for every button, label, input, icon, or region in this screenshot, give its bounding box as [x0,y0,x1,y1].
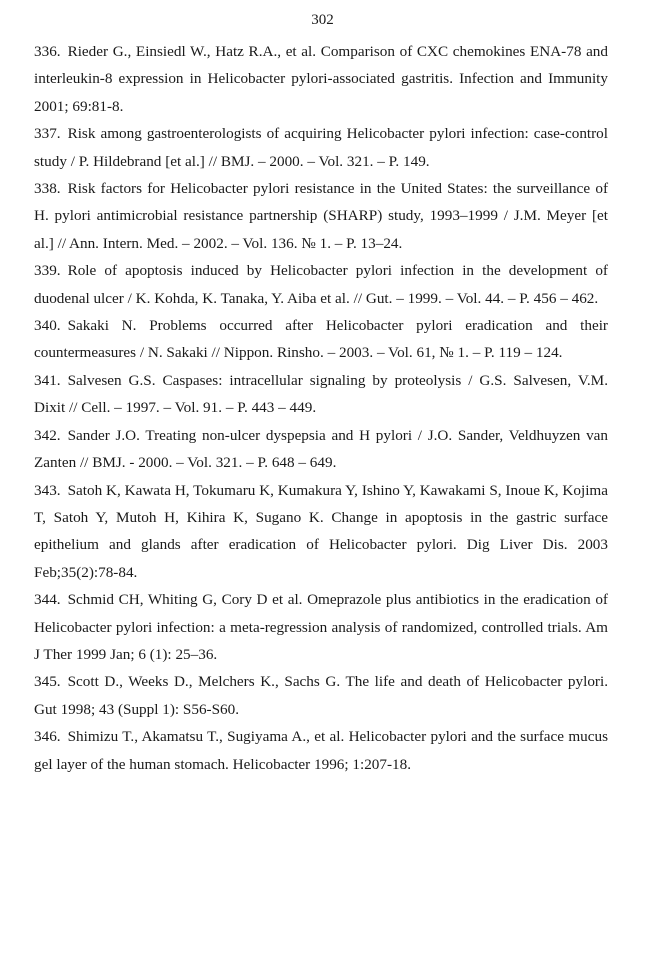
reference-item [34,175,608,257]
reference-item [34,367,608,422]
reference-number: 337. [34,125,61,143]
reference-text: Risk among gastroenterologists of acquiring Helicobacter pylori infection: case-control study / P. Hildebrand [et al.] // BMJ. – 2000. – Vol. 321. – P. 149. [34,125,608,170]
reference-text: Satoh K, Kawata H, Tokumaru K, Kumakura Y, Ishino Y, Kawakami S, Inoue K, Kojima T, Satoh Y, Mutoh H, Kihira K, Sugano K. Change in apoptosis in the gastric surface epithelium and glands after eradication of Helicobacter pylori. Dig Liver Dis. 2003 Feb;35(2):78-84. [34,481,608,581]
reference-text: Risk factors for Helicobacter pylori resistance in the United States: the surveillance of H. pylori antimicrobial resistance partnership (SHARP) study, 1993–1999 / J.M. Meyer [et al.] // Ann. Intern. Med. – 2002. – Vol. 136. № 1. – P. 13–24. [34,180,608,252]
page-number: 302 [311,12,334,28]
reference-item [34,257,608,312]
reference-number: 343. [34,481,61,499]
reference-number: 338. [34,180,61,198]
reference-number: 344. [34,591,61,609]
reference-item [34,668,608,723]
reference-number: 336. [34,43,61,60]
reference-text: Scott D., Weeks D., Melchers K., Sachs G. The life and death of Helicobacter pylori. Gut 1998; 43 (Suppl 1): S56-S60. [34,673,608,718]
reference-item [34,477,608,587]
reference-text: Role of apoptosis induced by Helicobacter pylori infection in the development of duodenal ulcer / K. Kohda, K. Tanaka, Y. Aiba et al. // Gut. – 1999. – Vol. 44. – P. 456 – 462. [34,262,608,307]
reference-list [34,38,608,778]
reference-text: Sander J.O. Treating non-ulcer dyspepsia and H pylori / J.O. Sander, Veldhuyzen van Zanten // BMJ. - 2000. – Vol. 321. – P. 648 – 649. [34,426,608,472]
reference-item [34,38,608,120]
reference-number: 346. [34,728,61,746]
reference-item [34,120,608,175]
reference-item [34,586,608,668]
reference-text: Schmid CH, Whiting G, Cory D et al. Omeprazole plus antibiotics in the eradication of Helicobacter pylori infection: a meta-regression analysis of randomized, controlled trials. Am J Ther 1999 Jan; 6 (1): 25–36. [34,591,608,663]
reference-item [34,422,608,477]
reference-number: 342. [34,426,61,444]
reference-item [34,723,608,778]
reference-number: 339. [34,262,61,280]
reference-text: Rieder G., Einsiedl W., Hatz R.A., et al. Comparison of CXC chemokines ENA-78 and interleukin-8 expression in Helicobacter pylori-associated gastritis. Infection and Immunity 2001; 69:81-8. [34,43,608,115]
reference-text: Shimizu T., Akamatsu T., Sugiyama A., et al. Helicobacter pylori and the surface mucus gel layer of the human stomach. Helicobacter 1996; 1:207-18. [34,728,608,773]
reference-text: Sakaki N. Problems occurred after Helicobacter pylori eradication and their countermeasures / N. Sakaki // Nippon. Rinsho. – 2003. – Vol. 61, № 1. – P. 119 – 124. [34,317,608,362]
reference-number: 340. [34,317,61,335]
reference-number: 345. [34,673,61,691]
reference-number: 341. [34,371,61,389]
reference-item [34,312,608,367]
reference-text: Salvesen G.S. Caspases: intracellular signaling by proteolysis / G.S. Salvesen, V.M. Dixit // Cell. – 1997. – Vol. 91. – P. 443 – 449. [34,371,608,417]
